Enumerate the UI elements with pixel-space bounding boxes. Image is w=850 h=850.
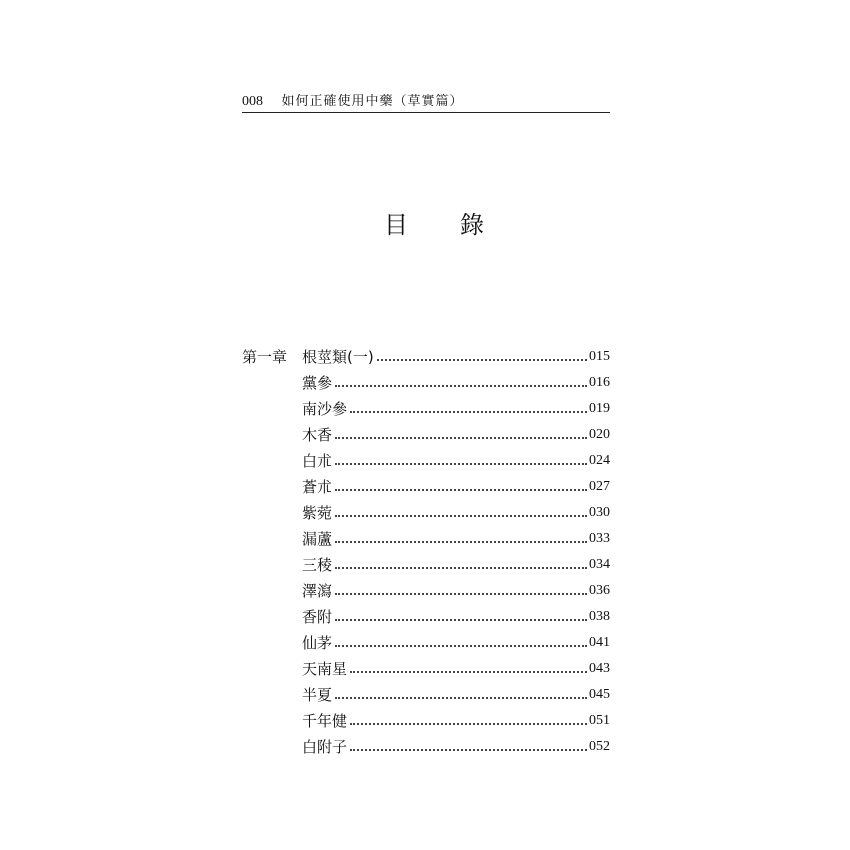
toc-entry[interactable] (242, 630, 610, 656)
entry-label: 仙茅 (302, 634, 333, 652)
toc-entry-inner (302, 607, 610, 627)
dot-leader (335, 489, 587, 491)
dot-leader (335, 645, 587, 647)
toc-entry-inner (302, 685, 610, 705)
entry-page: 030 (589, 505, 610, 520)
dot-leader (350, 671, 587, 673)
toc-entry-inner (302, 529, 610, 549)
toc-title-char-2: 錄 (460, 211, 484, 239)
entry-label: 香附 (302, 608, 333, 626)
entry-label: 半夏 (302, 686, 333, 704)
dot-leader (335, 697, 587, 699)
dot-leader (335, 463, 587, 465)
toc-entry[interactable] (242, 578, 610, 604)
entry-page: 019 (589, 401, 610, 416)
dot-leader (335, 385, 587, 387)
entry-page: 045 (589, 687, 610, 702)
entry-page: 038 (589, 609, 610, 624)
toc-entry-inner (302, 425, 610, 445)
dot-leader (335, 619, 587, 621)
toc-entry[interactable] (242, 656, 610, 682)
header-book-title: 如何正確使用中藥（草實篇） (281, 94, 464, 109)
chapter-page: 015 (589, 349, 610, 364)
toc-entry[interactable] (242, 734, 610, 760)
toc-entry[interactable] (242, 422, 610, 448)
dot-leader (335, 515, 587, 517)
entry-page: 051 (589, 713, 610, 728)
entry-label: 天南星 (302, 660, 348, 678)
entry-page: 024 (589, 453, 610, 468)
entry-label: 三稜 (302, 556, 333, 574)
toc-entry-inner (302, 711, 610, 731)
toc-entry[interactable] (242, 474, 610, 500)
toc-entry[interactable] (242, 396, 610, 422)
toc-entry-inner (302, 373, 610, 393)
toc-entry-inner (302, 555, 610, 575)
toc-entry-inner (302, 633, 610, 653)
running-header (242, 92, 610, 113)
entry-page: 043 (589, 661, 610, 676)
entry-label: 白附子 (302, 738, 348, 756)
entry-label: 千年健 (302, 712, 348, 730)
dot-leader (350, 411, 587, 413)
chapter-entry (302, 347, 610, 367)
toc-entry[interactable] (242, 604, 610, 630)
toc-entry-inner (302, 659, 610, 679)
toc-entry-inner (302, 581, 610, 601)
dot-leader (335, 593, 587, 595)
entry-page: 041 (589, 635, 610, 650)
toc-entry-inner (302, 399, 610, 419)
dot-leader (335, 541, 587, 543)
entry-page: 052 (589, 739, 610, 754)
entry-page: 033 (589, 531, 610, 546)
toc-entry[interactable] (242, 526, 610, 552)
entry-page: 027 (589, 479, 610, 494)
entry-page: 016 (589, 375, 610, 390)
toc-entry-inner (302, 451, 610, 471)
entry-page: 036 (589, 583, 610, 598)
entry-label: 南沙參 (302, 400, 348, 418)
entry-label: 蒼朮 (302, 478, 333, 496)
toc-entry[interactable] (242, 370, 610, 396)
dot-leader (350, 749, 587, 751)
toc-title-char-1: 目 (384, 211, 408, 239)
chapter-label: 第一章 (242, 348, 288, 366)
dot-leader (350, 723, 587, 725)
entry-label: 黨參 (302, 374, 333, 392)
toc-entry[interactable] (242, 500, 610, 526)
entry-label: 紫菀 (302, 504, 333, 522)
dot-leader (335, 567, 587, 569)
entry-label: 木香 (302, 426, 333, 444)
table-of-contents (242, 344, 610, 760)
entry-label: 白朮 (302, 452, 333, 470)
entry-label: 澤瀉 (302, 582, 333, 600)
toc-entry-inner (302, 737, 610, 757)
dot-leader (377, 359, 587, 361)
entry-label: 漏蘆 (302, 530, 333, 548)
chapter-title: 根莖類(一) (302, 348, 374, 366)
toc-title (384, 210, 484, 240)
entry-page: 020 (589, 427, 610, 442)
toc-entry[interactable] (242, 708, 610, 734)
toc-entry-inner (302, 503, 610, 523)
entry-page: 034 (589, 557, 610, 572)
toc-entry[interactable] (242, 448, 610, 474)
dot-leader (335, 437, 587, 439)
toc-entry[interactable] (242, 552, 610, 578)
toc-entry[interactable] (242, 682, 610, 708)
header-page-number: 008 (242, 94, 263, 109)
toc-entry-inner (302, 477, 610, 497)
toc-chapter-row[interactable] (242, 344, 610, 370)
